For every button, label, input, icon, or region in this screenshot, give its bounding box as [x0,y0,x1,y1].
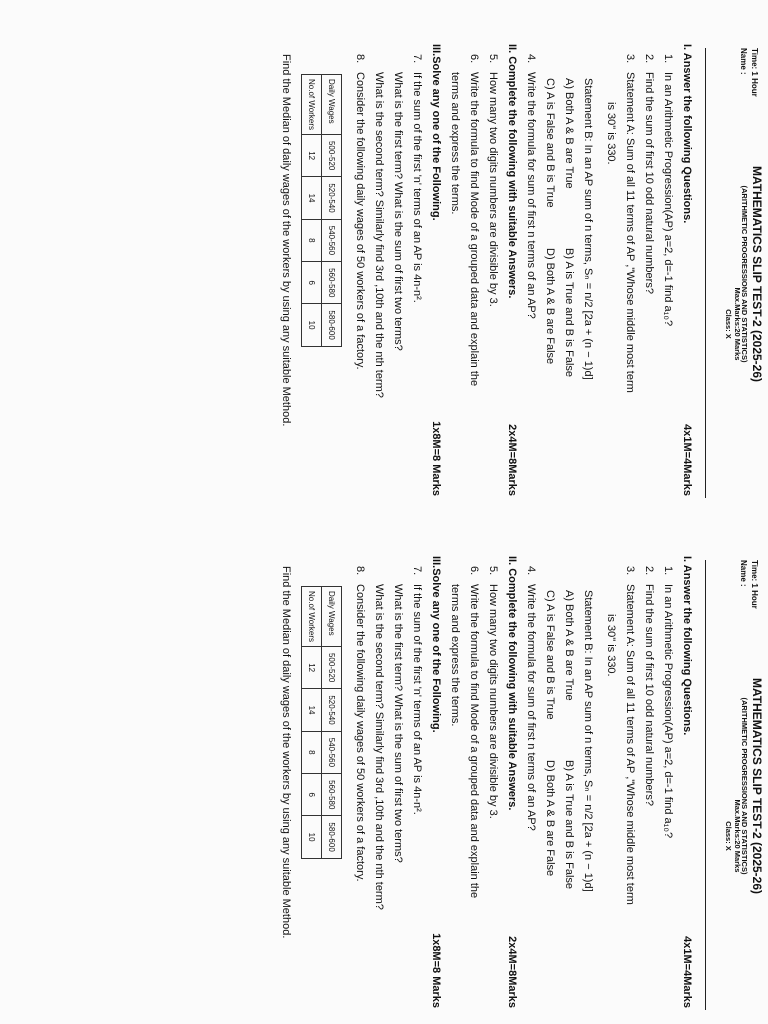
time-label: Time: 1 Hour [750,560,759,609]
statement-b: Statement B: In an AP sum of n terms, Sₙ = n/2 [2a + (n − 1)d] [582,590,594,892]
section-marks: 1x8M=8 Marks [430,421,442,496]
options-grid [540,44,578,500]
question-7-line-3: What is the second term? Similarly find 3rd ,10th and the nth term? [373,584,385,910]
option-a: A) Both A & B are True [563,78,575,189]
title-block [740,124,764,424]
section-title: II. Complete the following with suitable Answers. [506,44,518,299]
exam-title: MATHEMATICS SLIP TEST-2 (2025-26) [750,677,764,895]
exam-body [276,556,696,1012]
table-cell: 12 [302,134,322,176]
option-b: B) A is True and B is False [563,248,575,378]
question-3: 3.Statement A: Sum of all 11 terms of AP ,"Whose middle most term [624,54,636,393]
table-cell: 8 [302,219,322,261]
section-3-heading [426,556,445,1012]
option-c: C) A is False and B is True [544,78,556,208]
question-8: 8.Consider the following daily wages of 50 workers of a factory. [354,566,366,882]
table-cell: Daily Wages [322,587,342,647]
options-grid [540,556,578,1012]
table-cell: 560-580 [322,774,342,816]
table-cell: 540-560 [322,731,342,773]
wages-table [301,74,342,347]
table-cell: 12 [302,646,322,688]
question-4: 4.Write the formula for sum of first n terms of an AP? [525,566,537,831]
table-cell: 10 [302,304,322,346]
table-row [322,75,342,347]
option-d: D) Both A & B are False [544,248,556,365]
table-cell: 6 [302,774,322,816]
section-title: II. Complete the following with suitable Answers. [506,556,518,811]
question-5: 5.How many two digits numbers are divisible by 3. [487,54,499,307]
section-marks: 1x8M=8 Marks [430,933,442,1008]
section-title: III.Solve any one of the Following. [430,44,442,221]
time-label: Time: 1 Hour [750,48,759,97]
title-block [740,636,764,936]
final-instruction: Find the Median of daily wages of the workers by using any suitable Method. [280,54,292,427]
exam-body [276,44,696,500]
table-cell: Daily Wages [322,75,342,135]
header-divider [705,560,706,1010]
name-label: Name : [739,560,748,587]
table-cell: 520-540 [322,177,342,219]
question-6: 6.Write the formula to find Mode of a grouped data and explain the [468,54,480,387]
max-marks-label: Max.Marks:20 Marks [733,799,742,873]
header-meta-left [738,560,760,609]
max-marks-label: Max.Marks:20 Marks [733,287,742,361]
option-d: D) Both A & B are False [544,760,556,877]
table-cell: No.of Workers [302,75,322,135]
table-cell: 14 [302,689,322,731]
table-row [302,75,322,347]
table-cell: No.of Workers [302,587,322,647]
header-meta-right [724,771,742,901]
header-meta-right [724,259,742,389]
table-row [302,587,322,859]
table-cell: 6 [302,262,322,304]
section-title: I. Answer the following Questions. [681,556,693,736]
section-title: I. Answer the following Questions. [681,44,693,224]
wages-table [301,586,342,859]
section-1-heading [677,44,696,500]
table-cell: 560-580 [322,262,342,304]
exam-subtitle: (ARITHMETIC PROGRESSIONS AND STATISTICS) [740,697,749,875]
section-marks: 2x4M=8Marks [506,424,518,496]
final-instruction: Find the Median of daily wages of the workers by using any suitable Method. [280,566,292,939]
table-cell: 14 [302,177,322,219]
section-3-heading [426,44,445,500]
header-divider [705,48,706,498]
table-cell: 10 [302,816,322,858]
exam-header [708,516,768,1016]
section-marks: 2x4M=8Marks [506,936,518,1008]
class-label: Class: X [724,309,733,339]
table-cell: 520-540 [322,689,342,731]
table-cell: 540-560 [322,219,342,261]
question-3-continued: is 30" is 330. [605,102,617,165]
exam-copy-1 [48,4,768,504]
question-7: 7.If the sum of the first 'n' terms of an AP is 4n-n². [411,54,423,303]
question-7-line-2: What is the first term? What is the sum of first two terms? [392,584,404,863]
question-4: 4.Write the formula for sum of first n terms of an AP? [525,54,537,319]
section-marks: 4x1M=4Marks [681,424,693,496]
question-7-line-3: What is the second term? Similarly find 3rd ,10th and the nth term? [373,72,385,398]
statement-b: Statement B: In an AP sum of n terms, Sₙ = n/2 [2a + (n − 1)d] [582,78,594,380]
section-1-heading [677,556,696,1012]
question-3-continued: is 30" is 330. [605,614,617,677]
section-marks: 4x1M=4Marks [681,936,693,1008]
option-b: B) A is True and B is False [563,760,575,890]
question-6: 6.Write the formula to find Mode of a grouped data and explain the [468,566,480,899]
question-6-continued: terms and express the terms. [449,72,461,215]
table-cell: 580-600 [322,304,342,346]
option-a: A) Both A & B are True [563,590,575,701]
question-3: 3.Statement A: Sum of all 11 terms of AP ,"Whose middle most term [624,566,636,905]
question-7: 7.If the sum of the first 'n' terms of an AP is 4n-n². [411,566,423,815]
table-cell: 500-520 [322,134,342,176]
section-title: III.Solve any one of the Following. [430,556,442,733]
header-meta-left [738,48,760,97]
exam-copy-2 [48,516,768,1016]
section-2-heading [502,556,521,1012]
question-2: 2.Find the sum of first 10 odd natural numbers? [643,54,655,294]
name-label: Name : [739,48,748,75]
section-2-heading [502,44,521,500]
table-cell: 500-520 [322,646,342,688]
option-c: C) A is False and B is True [544,590,556,720]
class-label: Class: X [724,821,733,851]
question-8: 8.Consider the following daily wages of 50 workers of a factory. [354,54,366,370]
question-1: 1.In an Arithmetic Progression(AP) a=2, d=-1 find a₁₀? [662,54,674,327]
question-2: 2.Find the sum of first 10 odd natural numbers? [643,566,655,806]
exam-header [708,4,768,504]
question-6-continued: terms and express the terms. [449,584,461,727]
question-1: 1.In an Arithmetic Progression(AP) a=2, d=-1 find a₁₀? [662,566,674,839]
question-7-line-2: What is the first term? What is the sum of first two terms? [392,72,404,351]
table-cell: 8 [302,731,322,773]
exam-title: MATHEMATICS SLIP TEST-2 (2025-26) [750,165,764,383]
exam-subtitle: (ARITHMETIC PROGRESSIONS AND STATISTICS) [740,185,749,363]
table-cell: 580-600 [322,816,342,858]
table-row [322,587,342,859]
question-5: 5.How many two digits numbers are divisible by 3. [487,566,499,819]
